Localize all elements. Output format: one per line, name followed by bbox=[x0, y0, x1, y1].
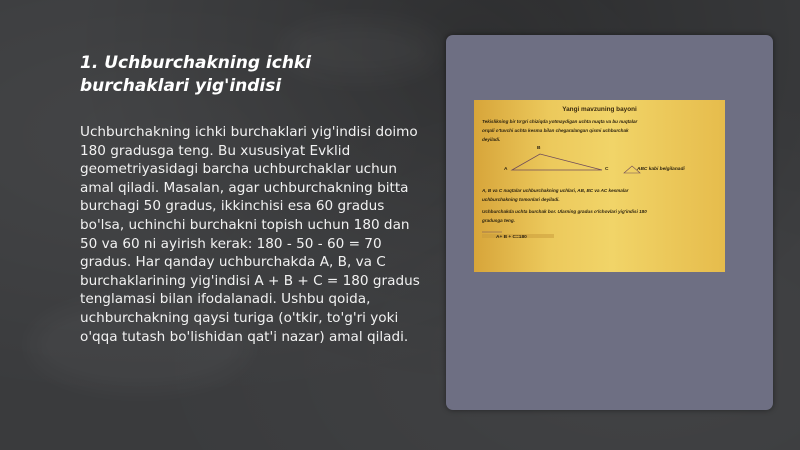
worksheet-line: uchburchakning tomonlari deyiladi. bbox=[482, 197, 560, 202]
vertex-a-label: A bbox=[504, 167, 508, 172]
worksheet-heading: Yangi mavzuning bayoni bbox=[562, 106, 637, 113]
worksheet-line: Tekislikning bir to'gri chiziqda yotmaydigan uchta nuqta va bu nuqtalar bbox=[482, 119, 638, 124]
slide-title: 1. Uchburchakning ichki burchaklari yig'indisi bbox=[80, 53, 312, 96]
triangle-abc bbox=[512, 154, 602, 170]
worksheet-line: A, B va C nuqtalar uchburchakning uchlari, AB, BC va AC kesmalar bbox=[482, 188, 629, 193]
worksheet-line: deyiladi. bbox=[482, 137, 501, 142]
vertex-c-label: C bbox=[605, 167, 609, 172]
vertex-b-label: B bbox=[537, 146, 541, 151]
worksheet-line: gradusga teng. bbox=[482, 218, 515, 223]
triangle-figure bbox=[474, 100, 725, 272]
formula: A+ B + C=180 bbox=[496, 235, 527, 240]
worksheet-line: Uchburchakda uchta burchak bor. Ularning gradus o'lchovlari yig'indisi 180 bbox=[482, 209, 647, 214]
slide-body-text: Uchburchakning ichki burchaklari yig'indisi doimo 180 gradusga teng. Bu xususiyat Evklid geometriyasidagi barcha uchburchaklar uchun amal qiladi. Masalan, agar uchburchakning bitta burchagi 50 gradus, ikkinchisi esa 60 gradus bo'lsa, uchinchi burchakni topish uchun 180 dan 50 va 60 ni ayirish kerak: 180 - 50 - 60 = 70 gradus. Har qanday uchburchakda A, B, va C burchaklarining yig'indisi A + B + C = 180 gradus tenglamasi bilan ifodalanadi. Ushbu qoida, uchburchakning qaysi turiga (o'tkir, to'g'ri yoki o'qqa tutash bo'lishidan qat'i nazar) amal qiladi. bbox=[80, 124, 420, 345]
triangle-notation-note: ABC kabi belgilanadi bbox=[637, 167, 685, 172]
image-card bbox=[446, 35, 773, 410]
worksheet-image bbox=[474, 100, 725, 272]
worksheet-line: orqali o'tuvchi uchta kesma bilan chegaralangan qismi uchburchak bbox=[482, 128, 629, 133]
